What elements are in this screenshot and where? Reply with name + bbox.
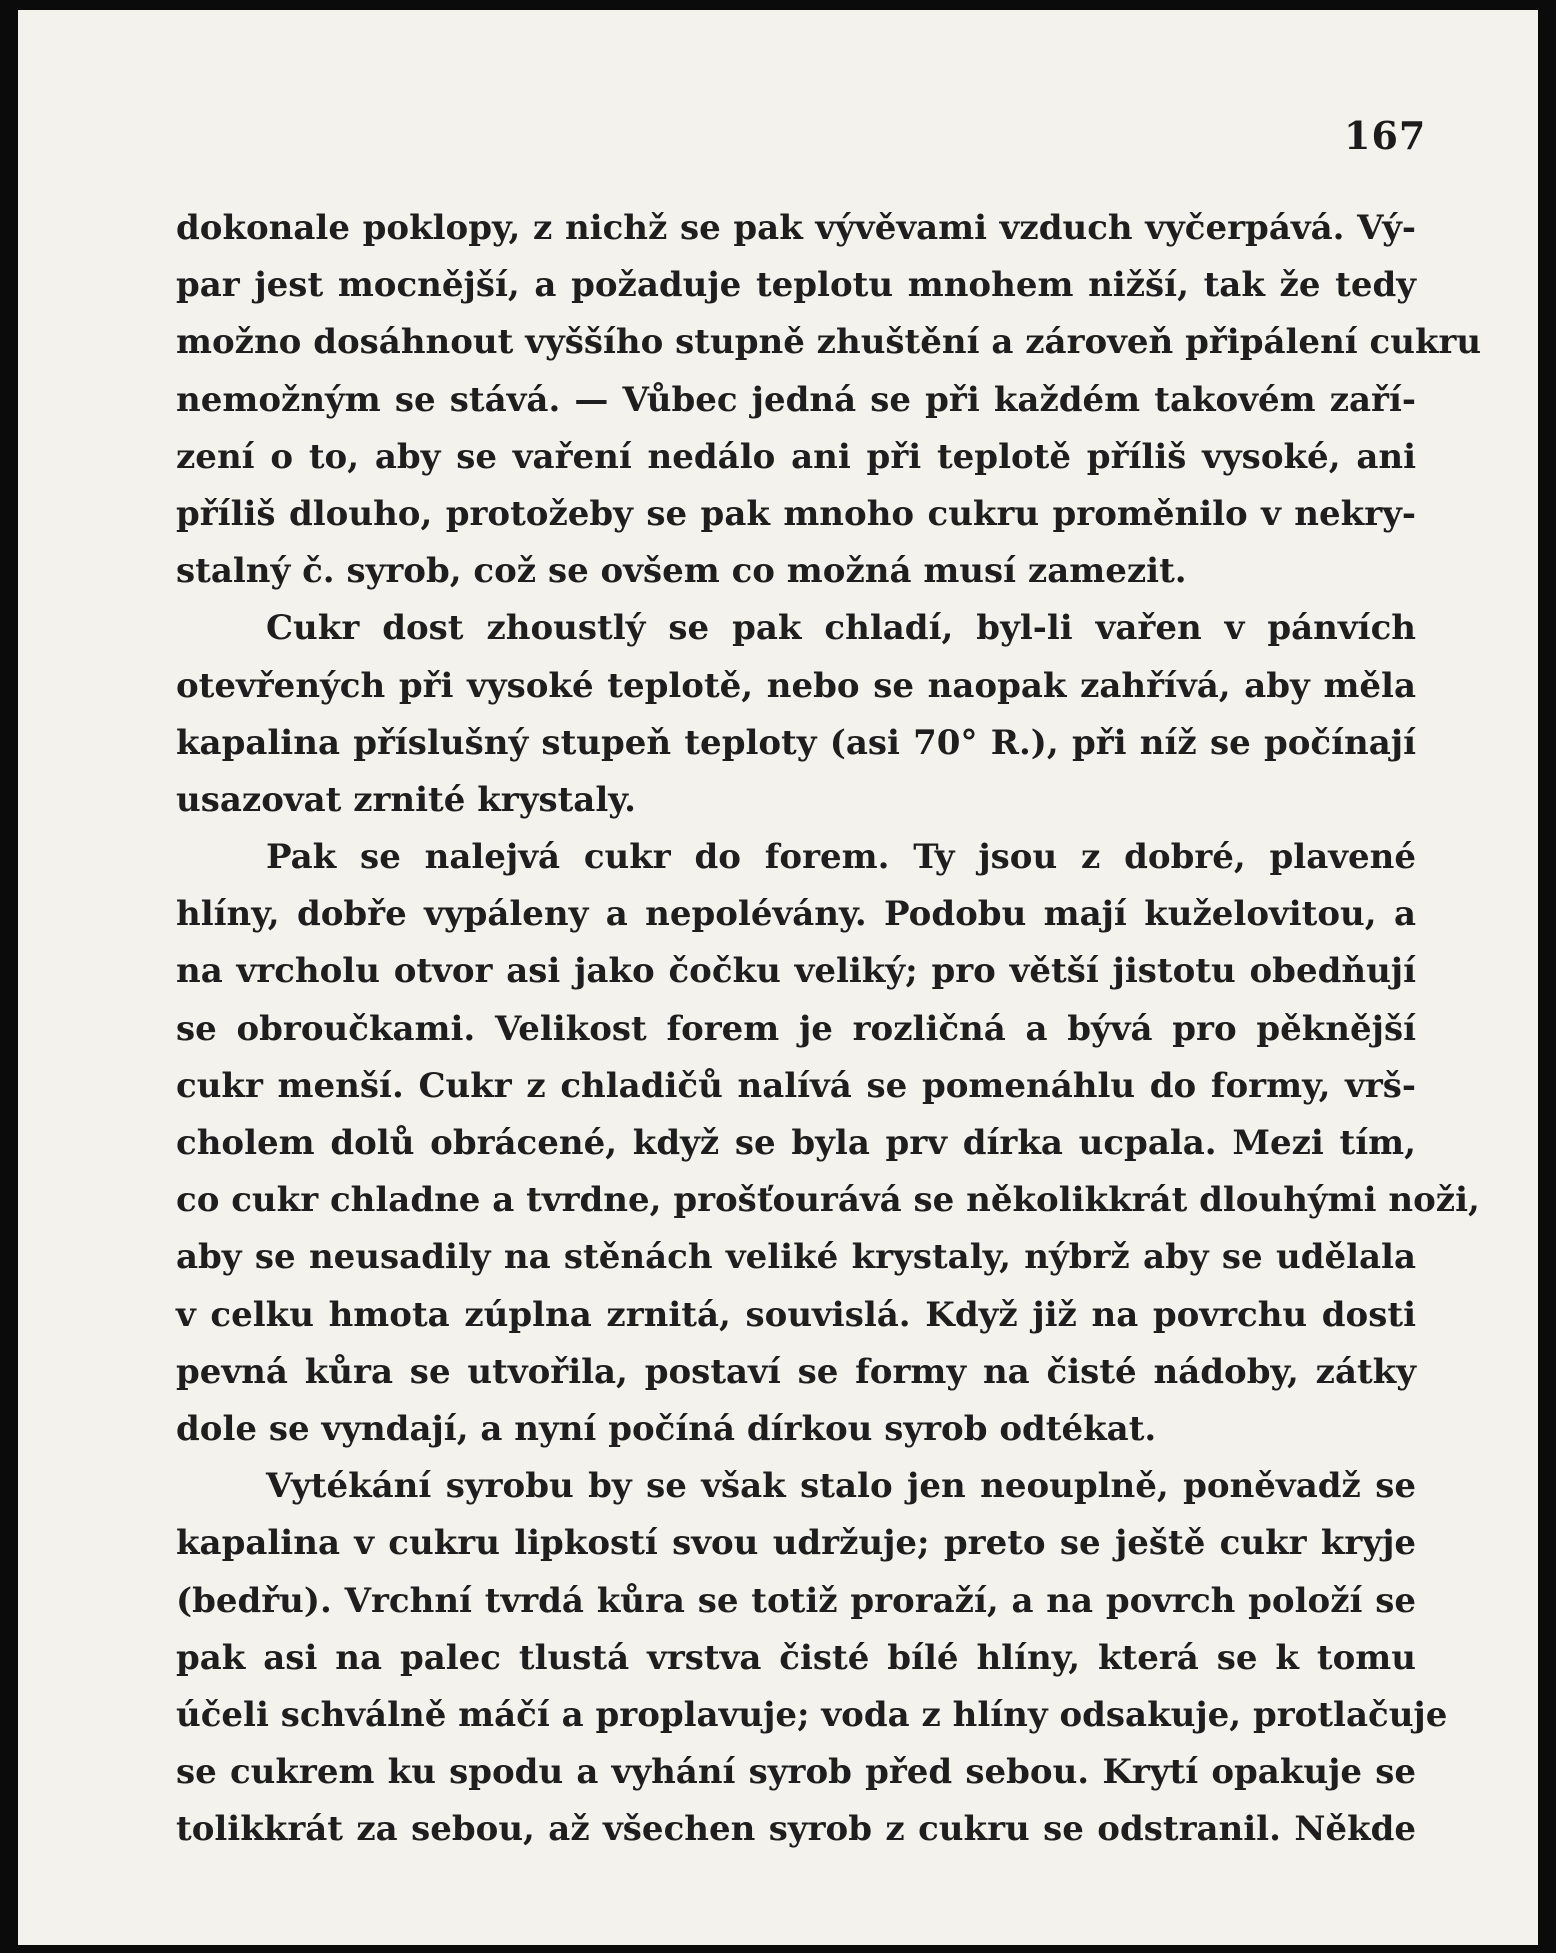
text-line: hlíny, dobře vypáleny a nepolévány. Podobu mají kuželovitou, a bbox=[176, 894, 1416, 935]
text-line: Cukr dost zhoustlý se pak chladí, byl-li vařen v pánvích bbox=[266, 608, 1416, 649]
book-page bbox=[18, 10, 1538, 1945]
text-line: Pak se nalejvá cukr do forem. Ty jsou z dobré, plavené bbox=[266, 837, 1416, 878]
text-line: pevná kůra se utvořila, postaví se formy na čisté nádoby, zátky bbox=[176, 1351, 1416, 1392]
text-line: možno dosáhnout vyššího stupně zhuštění a zároveň připálení cukru bbox=[176, 322, 1482, 363]
text-line: příliš dlouho, protožeby se pak mnoho cukru proměnilo v nekry- bbox=[176, 493, 1416, 534]
text-line: Vytékání syrobu by se však stalo jen neouplně, poněvadž se bbox=[266, 1466, 1416, 1507]
text-line: stalný č. syrob, což se ovšem co možná musí zamezit. bbox=[176, 551, 1187, 592]
text-line: na vrcholu otvor asi jako čočku veliký; pro větší jistotu obedňují bbox=[176, 951, 1416, 992]
text-line: zení o to, aby se vaření nedálo ani při teplotě příliš vysoké, ani bbox=[176, 436, 1416, 477]
text-line: dole se vyndají, a nyní počíná dírkou syrob odtékat. bbox=[176, 1408, 1157, 1449]
text-line: aby se neusadily na stěnách veliké krystaly, nýbrž aby se udělala bbox=[176, 1237, 1416, 1278]
text-line: se obroučkami. Velikost forem je rozličná a bývá pro pěknější bbox=[176, 1008, 1416, 1049]
text-line: par jest mocnější, a požaduje teplotu mnohem nižší, tak že tedy bbox=[176, 265, 1416, 306]
text-line: tolikkrát za sebou, až všechen syrob z cukru se odstranil. Někde bbox=[176, 1809, 1416, 1850]
text-line: dokonale poklopy, z nichž se pak vývěvami vzduch vyčerpává. Vý- bbox=[176, 208, 1416, 248]
text-line: kapalina v cukru lipkostí svou udržuje; preto se ještě cukr kryje bbox=[176, 1523, 1416, 1564]
text-line: otevřených při vysoké teplotě, nebo se naopak zahřívá, aby měla bbox=[176, 665, 1416, 706]
text-line: co cukr chladne a tvrdne, prošťourává se několikkrát dlouhými noži, bbox=[176, 1180, 1480, 1221]
text-line: (bedřu). Vrchní tvrdá kůra se totiž proraží, a na povrch položí se bbox=[176, 1580, 1416, 1621]
text-line: v celku hmota zúplna zrnitá, souvislá. Když již na povrchu dosti bbox=[176, 1294, 1416, 1335]
page-number: 167 bbox=[1344, 113, 1427, 158]
text-line: pak asi na palec tlustá vrstva čisté bílé hlíny, která se k tomu bbox=[176, 1637, 1416, 1678]
body-text bbox=[176, 200, 1482, 1858]
text-line: cukr menší. Cukr z chladičů nalívá se pomenáhlu do formy, vrš- bbox=[176, 1065, 1416, 1106]
text-line: účeli schválně máčí a proplavuje; voda z hlíny odsakuje, protlačuje bbox=[176, 1694, 1448, 1735]
text-line: se cukrem ku spodu a vyhání syrob před sebou. Krytí opakuje se bbox=[176, 1752, 1416, 1793]
text-line: nemožným se stává. — Vůbec jedná se při každém takovém zaří- bbox=[176, 379, 1416, 420]
text-line: usazovat zrnité krystaly. bbox=[176, 779, 636, 820]
text-line: cholem dolů obrácené, když se byla prv dírka ucpala. Mezi tím, bbox=[176, 1123, 1416, 1163]
text-line: kapalina příslušný stupeň teploty (asi 70° R.), při níž se počínají bbox=[176, 722, 1416, 763]
